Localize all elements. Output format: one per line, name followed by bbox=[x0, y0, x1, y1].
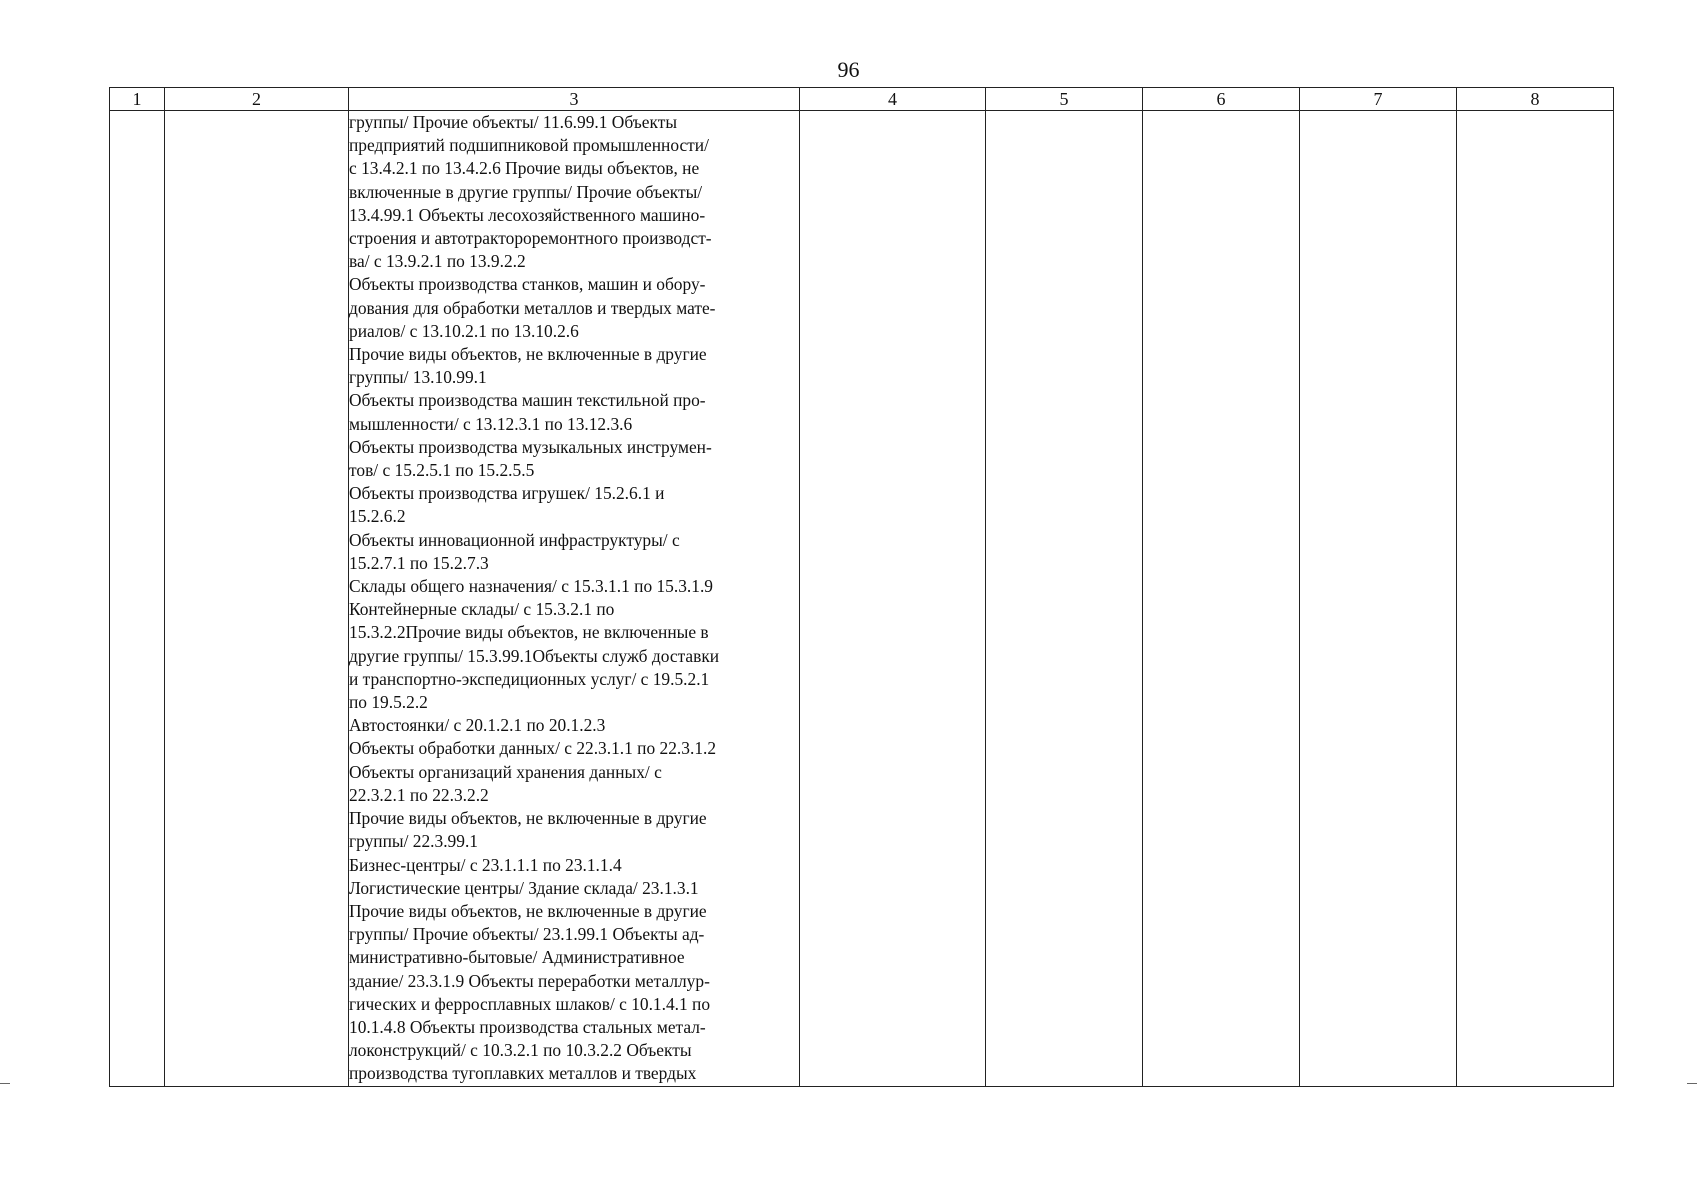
text-line: Автостоянки/ с 20.1.2.1 по 20.1.2.3 bbox=[349, 715, 606, 736]
text-line: и транспортно-экспедиционных услуг/ с 19.5.2.1 bbox=[349, 668, 710, 689]
cell-col-3-object-types bbox=[349, 111, 800, 1087]
text-line: 22.3.2.1 по 22.3.2.2 bbox=[349, 784, 489, 805]
text-line: Прочие виды объектов, не включенные в другие bbox=[349, 344, 707, 365]
text-line: 13.4.99.1 Объекты лесохозяйственного машино- bbox=[349, 204, 706, 225]
column-header-5: 5 bbox=[986, 88, 1143, 111]
text-line: Объекты организаций хранения данных/ с bbox=[349, 761, 662, 782]
left-margin-mark bbox=[0, 1083, 10, 1084]
text-line: гических и ферросплавных шлаков/ с 10.1.4.1 по bbox=[349, 993, 711, 1014]
column-header-4: 4 bbox=[800, 88, 986, 111]
cell-col-8 bbox=[1457, 111, 1614, 1087]
text-line: Бизнес-центры/ с 23.1.1.1 по 23.1.1.4 bbox=[349, 854, 622, 875]
text-line: Логистические центры/ Здание склада/ 23.1.3.1 bbox=[349, 877, 699, 898]
text-line: группы/ Прочие объекты/ 23.1.99.1 Объекты ад- bbox=[349, 924, 705, 945]
cell-col-4 bbox=[800, 111, 986, 1087]
text-line: Объекты производства игрушек/ 15.2.6.1 и bbox=[349, 483, 665, 504]
text-line: Склады общего назначения/ с 15.3.1.1 по 15.3.1.9 bbox=[349, 576, 714, 597]
text-line: министративно-бытовые/ Административное bbox=[349, 947, 685, 968]
text-line: группы/ 22.3.99.1 bbox=[349, 831, 478, 852]
document-table bbox=[109, 87, 1614, 1087]
text-line: Контейнерные склады/ с 15.3.2.1 по bbox=[349, 599, 615, 620]
text-line: мышленности/ с 13.12.3.1 по 13.12.3.6 bbox=[349, 413, 633, 434]
table-row bbox=[110, 111, 1614, 1087]
text-line: Объекты производства машин текстильной про- bbox=[349, 390, 706, 411]
text-line: локонструкций/ с 10.3.2.1 по 10.3.2.2 Объекты bbox=[349, 1040, 692, 1061]
text-line: 15.2.6.2 bbox=[349, 506, 406, 527]
column-header-8: 8 bbox=[1457, 88, 1614, 111]
text-line: Прочие виды объектов, не включенные в другие bbox=[349, 808, 707, 829]
text-line: риалов/ с 13.10.2.1 по 13.10.2.6 bbox=[349, 320, 579, 341]
cell-col-2 bbox=[165, 111, 349, 1087]
text-line: здание/ 23.3.1.9 Объекты переработки металлур- bbox=[349, 970, 710, 991]
text-line: другие группы/ 15.3.99.1Объекты служб доставки bbox=[349, 645, 720, 666]
object-types-text bbox=[349, 111, 799, 1086]
text-line: 15.3.2.2Прочие виды объектов, не включенные в bbox=[349, 622, 709, 643]
text-line: по 19.5.2.2 bbox=[349, 692, 428, 713]
text-line: 15.2.7.1 по 15.2.7.3 bbox=[349, 552, 489, 573]
right-margin-mark bbox=[1687, 1083, 1697, 1084]
text-line: группы/ 13.10.99.1 bbox=[349, 367, 487, 388]
text-line: дования для обработки металлов и твердых мате- bbox=[349, 297, 716, 318]
cell-col-1 bbox=[110, 111, 165, 1087]
text-line: производства тугоплавких металлов и твердых bbox=[349, 1063, 697, 1084]
column-header-3: 3 bbox=[349, 88, 800, 111]
page-number: 96 bbox=[837, 57, 860, 82]
text-line: Объекты производства станков, машин и обору- bbox=[349, 274, 706, 295]
text-line: с 13.4.2.1 по 13.4.2.6 Прочие виды объектов, не bbox=[349, 158, 700, 179]
text-line: ва/ с 13.9.2.1 по 13.9.2.2 bbox=[349, 251, 526, 272]
cell-col-6 bbox=[1143, 111, 1300, 1087]
text-line: Объекты обработки данных/ с 22.3.1.1 по 22.3.1.2 bbox=[349, 738, 717, 759]
cell-col-7 bbox=[1300, 111, 1457, 1087]
text-line: 10.1.4.8 Объекты производства стальных метал- bbox=[349, 1016, 706, 1037]
text-line: Объекты производства музыкальных инструмен- bbox=[349, 436, 712, 457]
text-line: Объекты инновационной инфраструктуры/ с bbox=[349, 529, 680, 550]
column-header-6: 6 bbox=[1143, 88, 1300, 111]
cell-col-5 bbox=[986, 111, 1143, 1087]
text-line: предприятий подшипниковой промышленности/ bbox=[349, 135, 709, 156]
column-header-1: 1 bbox=[110, 88, 165, 111]
text-line: тов/ с 15.2.5.1 по 15.2.5.5 bbox=[349, 460, 535, 481]
column-header-7: 7 bbox=[1300, 88, 1457, 111]
text-line: Прочие виды объектов, не включенные в другие bbox=[349, 900, 707, 921]
column-header-2: 2 bbox=[165, 88, 349, 111]
text-line: группы/ Прочие объекты/ 11.6.99.1 Объекты bbox=[349, 112, 678, 132]
text-line: включенные в другие группы/ Прочие объекты/ bbox=[349, 181, 703, 202]
column-number-row bbox=[110, 88, 1614, 111]
text-line: строения и автотрактороремонтного производст- bbox=[349, 228, 712, 249]
